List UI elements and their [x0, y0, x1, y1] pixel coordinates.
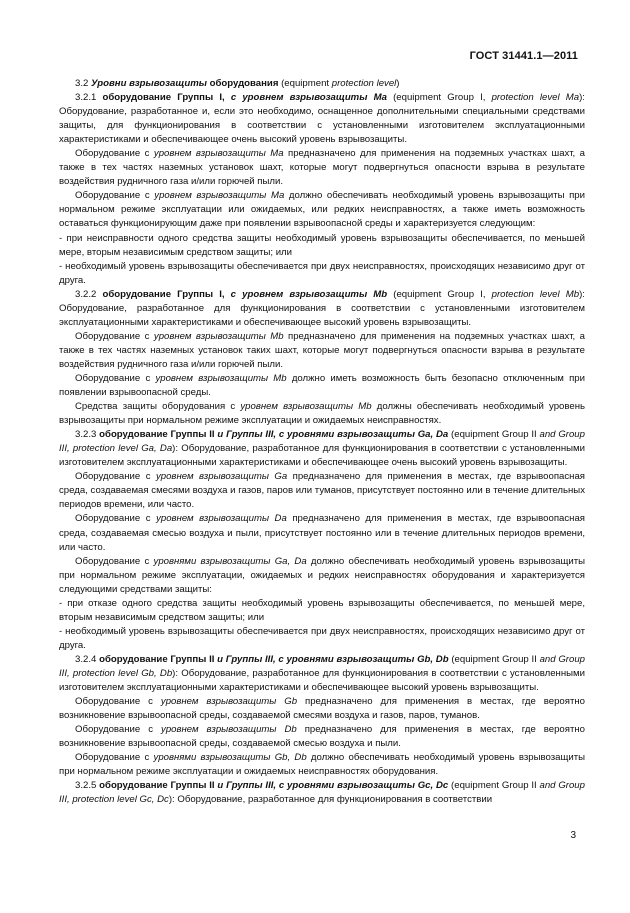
list-item: - необходимый уровень взрывозащиты обеспечивается при двух неисправностях, происходящих независимо друг от друга.	[59, 625, 585, 651]
definition-3-2-4: 3.2.4 оборудование Группы II и Группы III, с уровнями взрывозащиты Gb, Db (equipment Group II and Group III, protection level Gb, Db): Оборудование, разработанное для функционирования в соответствии с установленными изготовителем эксплуатационными характеристиками и обеспечивающее высокий уровень взрывозащиты.	[59, 653, 585, 694]
definition-3-2-2: 3.2.2 оборудование Группы I, с уровнем взрывозащиты Mb (equipment Group I, protection level Mb): Оборудование, разработанное для функционирования в соответствии с установленными изготовителем эксплуатационными характеристиками и обеспечивающее высокий уровень взрывозащиты.	[59, 288, 585, 328]
definition-3-2-5: 3.2.5 оборудование Группы II и Группы III, с уровнями взрывозащиты Gc, Dc (equipment Group II and Group III, protection level Gc, Dc): Оборудование, разработанное для функционирования в соответствии	[59, 780, 585, 806]
definition-3-2-1: 3.2.1 оборудование Группы I, с уровнем взрывозащиты Ma (equipment Group I, protection level Ma): Оборудование, разработанное и, если это необходимо, оснащенное дополнительными специальными средствами защиты, для функционирования в соответствии с установленными изготовителем эксплуатационными характеристиками и обеспечивающее очень высокий уровень взрывозащиты.	[59, 92, 585, 146]
list-item: - при отказе одного средства защиты необходимый уровень взрывозащиты обеспечивается, по меньшей мере, вторым независимым средством защиты; или	[59, 597, 585, 623]
list-item: - необходимый уровень взрывозащиты обеспечивается при двух неисправностях, происходящих независимо друг от друга.	[59, 260, 585, 286]
definition-3-2-3: 3.2.3 оборудование Группы II и Группы III, с уровнями взрывозащиты Ga, Da (equipment Group II and Group III, protection level Ga, Da): Оборудование, разработанное для функционирования в соответствии с установленными изготовителем эксплуатационными характеристиками и обеспечивающее очень высокий уровень взрывозащиты.	[59, 429, 585, 469]
page-number: 3	[570, 830, 576, 841]
paragraph: Оборудование с уровнем взрывозащиты Ma предназначено для применения на подземных участках шахт, а также в тех частях наземных установок шахт, которые могут подвергнуться опасности взрыва в результате воздействия рудничного газа и/или горючей пыли.	[59, 148, 585, 188]
paragraph: Оборудование с уровнями взрывозащиты Gb, Db должно обеспечивать необходимый уровень взрывозащиты при нормальном режиме эксплуатации и ожидаемых неисправностях оборудования.	[59, 752, 585, 778]
paragraph: Оборудование с уровнем взрывозащиты Mb должно иметь возможность быть безопасно отключенным при появлении взрывоопасной среды.	[59, 372, 585, 399]
paragraph: Средства защиты оборудования с уровнем взрывозащиты Mb должны обеспечивать необходимый уровень взрывозащиты при нормальном режиме эксплуатации и ожидаемых неисправностях.	[59, 401, 586, 427]
list-item: - при неисправности одного средства защиты необходимый уровень взрывозащиты обеспечивается, по меньшей мере, вторым независимым средством защиты; или	[59, 232, 585, 258]
paragraph: Оборудование с уровнем взрывозащиты Db предназначено для применения в местах, где вероятно возникновение взрывоопасной среды, создаваемой смесью воздуха и пыли.	[59, 724, 585, 750]
paragraph: Оборудование с уровнем взрывозащиты Gb предназначено для применения в местах, где вероятно возникновение взрывоопасной среды, создаваемой смесями воздуха и газов, паров, туманов.	[59, 696, 585, 722]
paragraph: Оборудование с уровнем взрывозащиты Da предназначено для применения в местах, где взрывоопасная среда, создаваемая смесью воздуха и пыли, присутствует постоянно или в течение длительных периодов времени, или часто.	[59, 513, 585, 553]
section-3-2-heading: 3.2 Уровни взрывозащиты оборудования (equipment protection level)	[75, 78, 400, 89]
paragraph: Оборудование с уровнями взрывозащиты Ga, Da должно обеспечивать необходимый уровень взрывозащиты при нормальном режиме эксплуатации, ожидаемых и редких неисправностях оборудования и характеризуется следующими средствами защиты:	[59, 555, 585, 595]
page-content	[59, 77, 585, 807]
paragraph: Оборудование с уровнем взрывозащиты Mb предназначено для применения на подземных участках шахт, а также в тех частях наземных установок таких шахт, которые могут подвергнуться опасности взрыва в результате воздействия рудничного газа и/или горючей пыли.	[59, 330, 585, 370]
paragraph: Оборудование с уровнем взрывозащиты Ga предназначено для применения в местах, где взрывоопасная среда, создаваемая смесями воздуха и газов, паров или туманов, присутствует постоянно или в течение длительных периодов времени, или часто.	[59, 471, 585, 511]
document-id: ГОСТ 31441.1—2011	[469, 50, 578, 62]
paragraph: Оборудование с уровнем взрывозащиты Ma должно обеспечивать необходимый уровень взрывозащиты при нормальном режиме эксплуатации или ожидаемых, или редких неисправностях, а также иметь возможность оставаться функционирующим даже при появлении взрывоопасной среды и характеризуется следующим:	[59, 190, 585, 230]
